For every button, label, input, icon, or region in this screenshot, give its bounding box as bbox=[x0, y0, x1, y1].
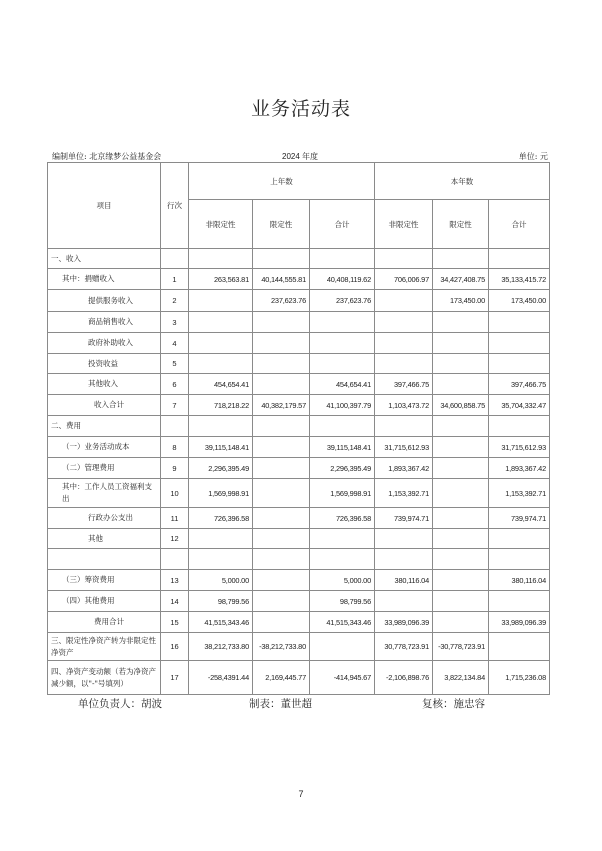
row-line-number: 9 bbox=[161, 458, 189, 479]
preparing-org: 编制单位: 北京缘梦公益基金会 bbox=[52, 152, 162, 161]
row-value: 41,515,343.46 bbox=[189, 612, 253, 633]
row-label: 政府补助收入 bbox=[48, 333, 161, 354]
row-value: 1,893,367.42 bbox=[489, 458, 550, 479]
row-label: 二、费用 bbox=[48, 416, 161, 437]
row-line-number bbox=[161, 549, 189, 570]
row-value bbox=[489, 549, 550, 570]
row-line-number: 4 bbox=[161, 333, 189, 354]
row-value bbox=[253, 354, 310, 374]
row-value bbox=[433, 458, 489, 479]
row-value: 39,115,148.41 bbox=[189, 437, 253, 458]
header-curr-restricted: 限定性 bbox=[433, 200, 489, 249]
row-value: 34,600,858.75 bbox=[433, 395, 489, 416]
row-value: -2,106,898.76 bbox=[375, 661, 433, 695]
table-row bbox=[48, 374, 550, 395]
row-value: 739,974.71 bbox=[375, 508, 433, 529]
row-value bbox=[489, 249, 550, 269]
row-value: 40,144,555.81 bbox=[253, 269, 310, 290]
table-row bbox=[48, 591, 550, 612]
table-row bbox=[48, 395, 550, 416]
activity-statement-table bbox=[47, 162, 550, 695]
row-value bbox=[489, 633, 550, 661]
row-value bbox=[375, 249, 433, 269]
row-value: 98,799.56 bbox=[189, 591, 253, 612]
table-row bbox=[48, 529, 550, 549]
row-label: 费用合计 bbox=[48, 612, 161, 633]
table-row bbox=[48, 633, 550, 661]
row-value bbox=[253, 458, 310, 479]
row-value bbox=[489, 416, 550, 437]
row-line-number: 6 bbox=[161, 374, 189, 395]
signature-preparer: 制表：董世超 bbox=[249, 698, 312, 710]
row-value: 34,427,408.75 bbox=[433, 269, 489, 290]
row-value: 726,396.58 bbox=[189, 508, 253, 529]
row-value: 380,116.04 bbox=[489, 570, 550, 591]
row-value: 237,623.76 bbox=[253, 290, 310, 312]
row-value bbox=[253, 437, 310, 458]
header-item: 项目 bbox=[48, 163, 161, 249]
page-title: 业务活动表 bbox=[250, 98, 351, 120]
row-label: 一、收入 bbox=[48, 249, 161, 269]
row-label: 其他 bbox=[48, 529, 161, 549]
table-row bbox=[48, 570, 550, 591]
table-row bbox=[48, 290, 550, 312]
row-value bbox=[375, 591, 433, 612]
table-row bbox=[48, 269, 550, 290]
row-value bbox=[375, 312, 433, 333]
row-value: 31,715,612.93 bbox=[375, 437, 433, 458]
row-value bbox=[433, 354, 489, 374]
row-value: 718,218.22 bbox=[189, 395, 253, 416]
row-value bbox=[310, 633, 375, 661]
row-value bbox=[310, 333, 375, 354]
row-value: -38,212,733.80 bbox=[253, 633, 310, 661]
row-label: （二）管理费用 bbox=[48, 458, 161, 479]
row-value: 1,569,998.91 bbox=[189, 479, 253, 508]
row-value bbox=[433, 249, 489, 269]
header-curr-year: 本年数 bbox=[375, 163, 550, 200]
row-value: 5,000.00 bbox=[189, 570, 253, 591]
row-value: 35,133,415.72 bbox=[489, 269, 550, 290]
row-value: 33,989,096.39 bbox=[375, 612, 433, 633]
row-value: 1,153,392.71 bbox=[375, 479, 433, 508]
row-line-number: 7 bbox=[161, 395, 189, 416]
row-value: 31,715,612.93 bbox=[489, 437, 550, 458]
row-value bbox=[310, 249, 375, 269]
row-value bbox=[489, 591, 550, 612]
table-row bbox=[48, 612, 550, 633]
header-prev-restricted: 限定性 bbox=[253, 200, 310, 249]
row-value: 1,715,236.08 bbox=[489, 661, 550, 695]
header-prev-total: 合计 bbox=[310, 200, 375, 249]
row-value: 2,296,395.49 bbox=[310, 458, 375, 479]
row-value: 1,569,998.91 bbox=[310, 479, 375, 508]
header-prev-unrestricted: 非限定性 bbox=[189, 200, 253, 249]
row-value: 1,893,367.42 bbox=[375, 458, 433, 479]
row-value bbox=[433, 570, 489, 591]
row-line-number bbox=[161, 249, 189, 269]
table-row bbox=[48, 437, 550, 458]
page-number: 7 bbox=[298, 789, 304, 799]
row-label: （四）其他费用 bbox=[48, 591, 161, 612]
row-value bbox=[433, 591, 489, 612]
row-line-number: 10 bbox=[161, 479, 189, 508]
row-value: 173,450.00 bbox=[489, 290, 550, 312]
row-label: 其中：捐赠收入 bbox=[48, 269, 161, 290]
row-value: -258,4391.44 bbox=[189, 661, 253, 695]
row-value bbox=[253, 249, 310, 269]
row-value bbox=[253, 549, 310, 570]
row-label: （三）筹资费用 bbox=[48, 570, 161, 591]
row-value bbox=[433, 508, 489, 529]
row-value bbox=[310, 354, 375, 374]
row-label: 三、限定性净资产转为非限定性净资产 bbox=[48, 633, 161, 661]
row-line-number: 17 bbox=[161, 661, 189, 695]
signature-reviewer: 复核：施忠容 bbox=[422, 698, 485, 710]
row-value bbox=[375, 333, 433, 354]
table-row bbox=[48, 549, 550, 570]
row-value bbox=[310, 416, 375, 437]
header-curr-unrestricted: 非限定性 bbox=[375, 200, 433, 249]
row-value: 1,153,392.71 bbox=[489, 479, 550, 508]
row-value bbox=[253, 591, 310, 612]
row-value bbox=[433, 312, 489, 333]
row-label: （一）业务活动成本 bbox=[48, 437, 161, 458]
fiscal-year: 2024 年度 bbox=[282, 152, 319, 161]
table-row bbox=[48, 458, 550, 479]
table-row bbox=[48, 416, 550, 437]
row-value bbox=[189, 549, 253, 570]
row-value: 726,396.58 bbox=[310, 508, 375, 529]
row-value: 38,212,733.80 bbox=[189, 633, 253, 661]
table-row bbox=[48, 333, 550, 354]
row-value bbox=[375, 416, 433, 437]
row-label: 提供服务收入 bbox=[48, 290, 161, 312]
row-value bbox=[489, 354, 550, 374]
header-prev-year: 上年数 bbox=[189, 163, 375, 200]
row-value: 706,006.97 bbox=[375, 269, 433, 290]
header-curr-total: 合计 bbox=[489, 200, 550, 249]
row-value: 173,450.00 bbox=[433, 290, 489, 312]
row-value: -30,778,723.91 bbox=[433, 633, 489, 661]
row-value: 397,466.75 bbox=[375, 374, 433, 395]
row-value: 739,974.71 bbox=[489, 508, 550, 529]
row-value: 454,654.41 bbox=[310, 374, 375, 395]
row-label: 其中：工作人员工资福利支出 bbox=[48, 479, 161, 508]
row-value bbox=[253, 570, 310, 591]
row-value bbox=[189, 333, 253, 354]
row-value bbox=[253, 312, 310, 333]
row-value bbox=[253, 508, 310, 529]
row-value bbox=[433, 479, 489, 508]
row-value bbox=[433, 333, 489, 354]
row-value bbox=[310, 312, 375, 333]
row-value bbox=[189, 249, 253, 269]
row-value bbox=[433, 549, 489, 570]
row-value bbox=[375, 549, 433, 570]
row-line-number: 2 bbox=[161, 290, 189, 312]
row-value bbox=[189, 354, 253, 374]
table-row bbox=[48, 354, 550, 374]
row-value bbox=[253, 416, 310, 437]
row-value bbox=[375, 529, 433, 549]
row-value: 5,000.00 bbox=[310, 570, 375, 591]
row-line-number: 1 bbox=[161, 269, 189, 290]
row-value: 1,103,473.72 bbox=[375, 395, 433, 416]
row-value bbox=[253, 529, 310, 549]
row-value: 2,169,445.77 bbox=[253, 661, 310, 695]
row-label bbox=[48, 549, 161, 570]
row-label: 四、净资产变动额（若为净资产减少额，以"-"号填列） bbox=[48, 661, 161, 695]
row-value bbox=[253, 612, 310, 633]
table-row bbox=[48, 508, 550, 529]
row-value bbox=[489, 312, 550, 333]
row-value bbox=[489, 333, 550, 354]
row-label: 收入合计 bbox=[48, 395, 161, 416]
row-line-number: 11 bbox=[161, 508, 189, 529]
row-value: 35,704,332.47 bbox=[489, 395, 550, 416]
row-line-number: 5 bbox=[161, 354, 189, 374]
row-value: 237,623.76 bbox=[310, 290, 375, 312]
row-value: 3,822,134.84 bbox=[433, 661, 489, 695]
row-value bbox=[189, 312, 253, 333]
row-value bbox=[375, 290, 433, 312]
table-row bbox=[48, 661, 550, 695]
row-value bbox=[189, 416, 253, 437]
row-value: 41,515,343.46 bbox=[310, 612, 375, 633]
row-value: 30,778,723.91 bbox=[375, 633, 433, 661]
row-value bbox=[433, 612, 489, 633]
row-value bbox=[310, 549, 375, 570]
row-label: 投资收益 bbox=[48, 354, 161, 374]
row-value: 98,799.56 bbox=[310, 591, 375, 612]
row-line-number: 8 bbox=[161, 437, 189, 458]
row-line-number: 14 bbox=[161, 591, 189, 612]
table-row bbox=[48, 249, 550, 269]
row-value: 40,408,119.62 bbox=[310, 269, 375, 290]
row-value: 39,115,148.41 bbox=[310, 437, 375, 458]
row-label: 其他收入 bbox=[48, 374, 161, 395]
row-value: 263,563.81 bbox=[189, 269, 253, 290]
row-label: 行政办公支出 bbox=[48, 508, 161, 529]
signature-head: 单位负责人：胡波 bbox=[78, 698, 162, 710]
row-value bbox=[189, 290, 253, 312]
row-value: 40,382,179.57 bbox=[253, 395, 310, 416]
row-value bbox=[433, 374, 489, 395]
row-value: 41,100,397.79 bbox=[310, 395, 375, 416]
row-value bbox=[489, 529, 550, 549]
row-value bbox=[375, 354, 433, 374]
table-row bbox=[48, 479, 550, 508]
row-value: 380,116.04 bbox=[375, 570, 433, 591]
row-line-number: 16 bbox=[161, 633, 189, 661]
row-value bbox=[433, 416, 489, 437]
header-line: 行次 bbox=[161, 163, 189, 249]
row-line-number: 15 bbox=[161, 612, 189, 633]
row-value: -414,945.67 bbox=[310, 661, 375, 695]
row-value bbox=[433, 437, 489, 458]
row-value bbox=[189, 529, 253, 549]
table-row bbox=[48, 312, 550, 333]
row-value bbox=[310, 529, 375, 549]
row-value: 454,654.41 bbox=[189, 374, 253, 395]
row-value: 397,466.75 bbox=[489, 374, 550, 395]
row-line-number: 12 bbox=[161, 529, 189, 549]
row-label: 商品销售收入 bbox=[48, 312, 161, 333]
row-value: 33,989,096.39 bbox=[489, 612, 550, 633]
row-value bbox=[253, 374, 310, 395]
currency-unit: 单位: 元 bbox=[518, 152, 548, 161]
row-line-number: 3 bbox=[161, 312, 189, 333]
row-line-number: 13 bbox=[161, 570, 189, 591]
row-value bbox=[253, 333, 310, 354]
row-value bbox=[253, 479, 310, 508]
row-value: 2,296,395.49 bbox=[189, 458, 253, 479]
row-line-number bbox=[161, 416, 189, 437]
row-value bbox=[433, 529, 489, 549]
